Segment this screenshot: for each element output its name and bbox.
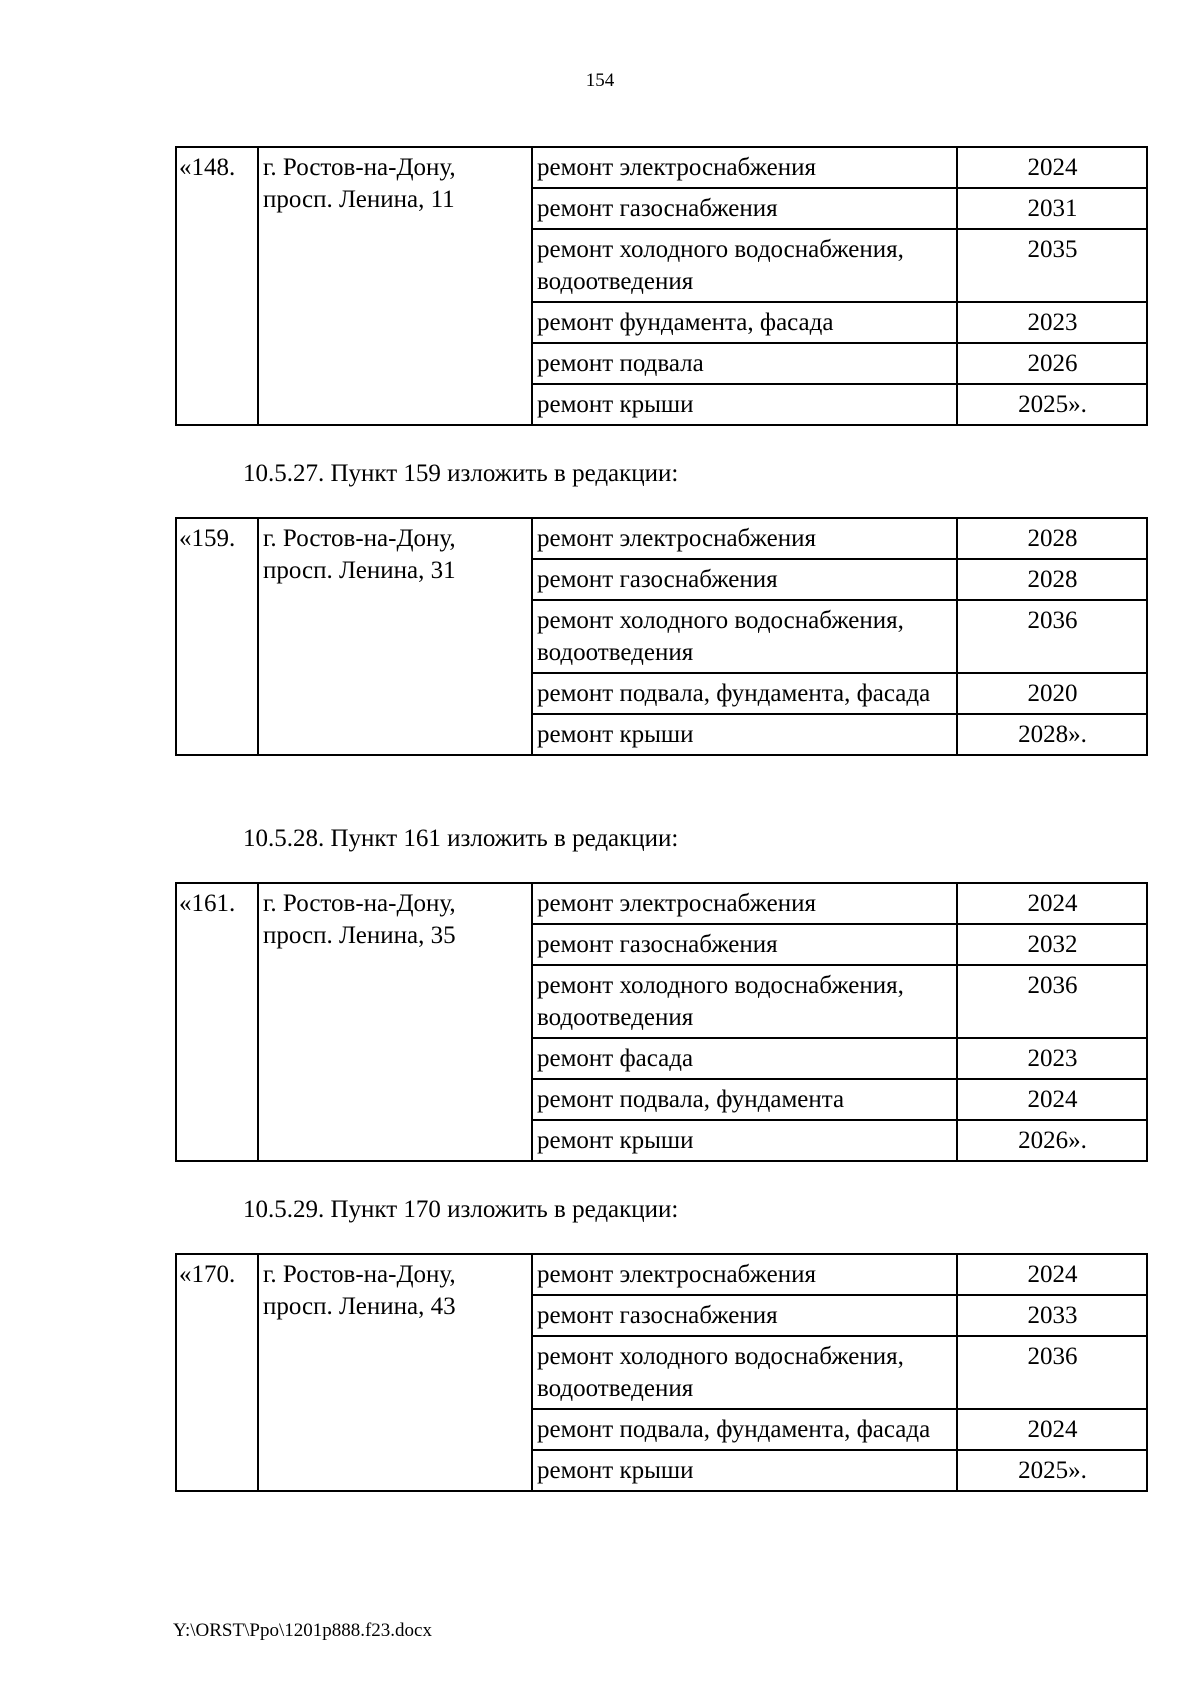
work-cell: ремонт газоснабжения (532, 1295, 957, 1336)
year-cell: 2031 (957, 188, 1147, 229)
work-cell: ремонт крыши (532, 714, 957, 755)
year-cell: 2028 (957, 518, 1147, 559)
address-cell: г. Ростов-на-Дону, просп. Ленина, 31 (258, 518, 532, 755)
year-cell: 2026 (957, 343, 1147, 384)
year-cell: 2028 (957, 559, 1147, 600)
repair-table-161 (175, 882, 1148, 1162)
work-cell: ремонт холодного водоснабжения, водоотведения (532, 1336, 957, 1409)
address-cell: г. Ростов-на-Дону, просп. Ленина, 11 (258, 147, 532, 425)
instruction-paragraph: 10.5.28. Пункт 161 изложить в редакции: (243, 825, 679, 852)
table-row (176, 518, 1147, 559)
work-cell: ремонт фундамента, фасада (532, 302, 957, 343)
year-cell: 2035 (957, 229, 1147, 302)
year-cell: 2023 (957, 1038, 1147, 1079)
table-row (176, 1254, 1147, 1295)
item-number: «159. (176, 518, 258, 755)
year-cell: 2024 (957, 1254, 1147, 1295)
repair-table-148 (175, 146, 1148, 426)
work-cell: ремонт газоснабжения (532, 559, 957, 600)
work-cell: ремонт подвала, фундамента, фасада (532, 673, 957, 714)
year-cell: 2024 (957, 1079, 1147, 1120)
year-cell: 2033 (957, 1295, 1147, 1336)
year-cell: 2036 (957, 1336, 1147, 1409)
year-cell: 2036 (957, 965, 1147, 1038)
work-cell: ремонт фасада (532, 1038, 957, 1079)
year-cell: 2024 (957, 147, 1147, 188)
instruction-paragraph: 10.5.29. Пункт 170 изложить в редакции: (243, 1196, 679, 1223)
work-cell: ремонт электроснабжения (532, 883, 957, 924)
work-cell: ремонт газоснабжения (532, 188, 957, 229)
table-row (176, 147, 1147, 188)
year-cell: 2026». (957, 1120, 1147, 1161)
work-cell: ремонт крыши (532, 384, 957, 425)
year-cell: 2028». (957, 714, 1147, 755)
repair-table-159 (175, 517, 1148, 756)
repair-table-170 (175, 1253, 1148, 1492)
year-cell: 2036 (957, 600, 1147, 673)
year-cell: 2025». (957, 384, 1147, 425)
work-cell: ремонт холодного водоснабжения, водоотведения (532, 600, 957, 673)
address-cell: г. Ростов-на-Дону, просп. Ленина, 35 (258, 883, 532, 1161)
instruction-paragraph: 10.5.27. Пункт 159 изложить в редакции: (243, 460, 679, 487)
table-row (176, 883, 1147, 924)
year-cell: 2025». (957, 1450, 1147, 1491)
work-cell: ремонт холодного водоснабжения, водоотведения (532, 229, 957, 302)
work-cell: ремонт холодного водоснабжения, водоотведения (532, 965, 957, 1038)
year-cell: 2020 (957, 673, 1147, 714)
work-cell: ремонт крыши (532, 1120, 957, 1161)
year-cell: 2023 (957, 302, 1147, 343)
work-cell: ремонт электроснабжения (532, 518, 957, 559)
address-cell: г. Ростов-на-Дону, просп. Ленина, 43 (258, 1254, 532, 1491)
page-number: 154 (585, 70, 615, 91)
work-cell: ремонт электроснабжения (532, 1254, 957, 1295)
work-cell: ремонт газоснабжения (532, 924, 957, 965)
work-cell: ремонт подвала, фундамента (532, 1079, 957, 1120)
year-cell: 2024 (957, 1409, 1147, 1450)
file-path-footer: Y:\ORST\Ppo\1201p888.f23.docx (173, 1620, 432, 1641)
item-number: «148. (176, 147, 258, 425)
work-cell: ремонт подвала, фундамента, фасада (532, 1409, 957, 1450)
year-cell: 2024 (957, 883, 1147, 924)
work-cell: ремонт крыши (532, 1450, 957, 1491)
year-cell: 2032 (957, 924, 1147, 965)
work-cell: ремонт подвала (532, 343, 957, 384)
item-number: «161. (176, 883, 258, 1161)
item-number: «170. (176, 1254, 258, 1491)
work-cell: ремонт электроснабжения (532, 147, 957, 188)
